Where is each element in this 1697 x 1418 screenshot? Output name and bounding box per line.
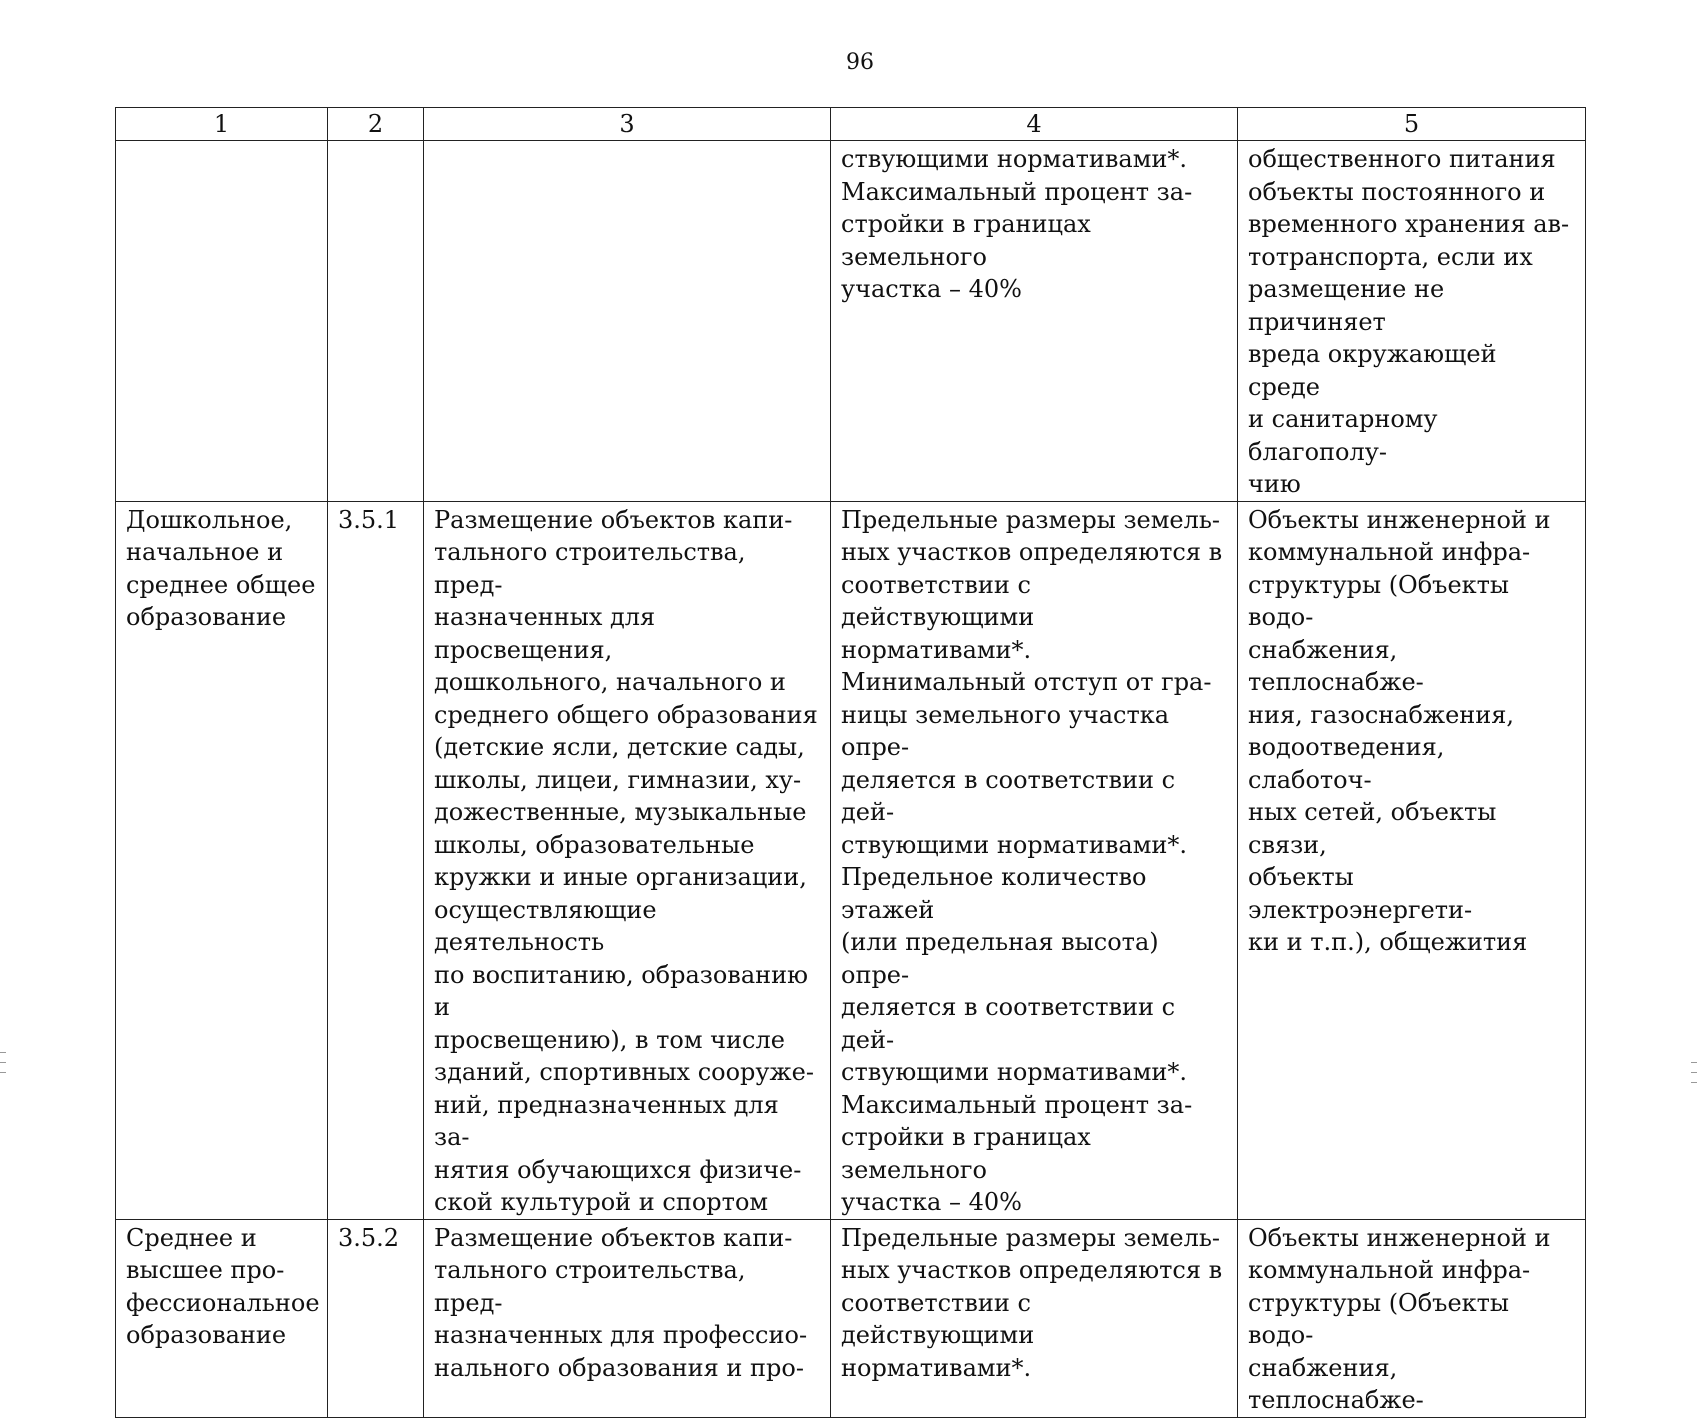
column-header-3: 3: [424, 108, 831, 141]
use-name-text: Среднее и высшее про- фессиональное образование: [126, 1223, 320, 1349]
cell-use-code: [328, 1219, 424, 1417]
scan-edge-mark: [0, 1072, 6, 1073]
cell-use-name: [116, 1219, 328, 1417]
cell-auxiliary-uses: [1238, 501, 1586, 1219]
auxiliary-uses-text: Объекты инженерной и коммунальной инфра- структуры (Объекты водо- снабжения, теплоснабже-: [1248, 1223, 1551, 1414]
table-row: [116, 501, 1586, 1219]
column-header-1: 1: [116, 108, 328, 141]
cell-auxiliary-uses: [1238, 1219, 1586, 1417]
cell-parameters: [831, 141, 1238, 502]
table-row: [116, 1219, 1586, 1417]
scan-edge-mark: [1691, 1062, 1697, 1063]
cell-use-description: [424, 501, 831, 1219]
cell-use-description: [424, 141, 831, 502]
cell-parameters: [831, 1219, 1238, 1417]
table-row: [116, 141, 1586, 502]
use-code-text: 3.5.2: [338, 1223, 400, 1252]
parameters-text: Предельные размеры земель- ных участков определяются в соответствии с действующими нормативами*. Минимальный отступ от гра- ницы земельного участка опре- деляется в соответствии с дей- ствующими нормативами*. Предельное количество этажей (или предельная высота) опре- деляется в соответствии с дей- ствующими нормативами*. Максимальный процент за- стройки в границах земельного участка – 40%: [841, 505, 1223, 1216]
column-header-5: 5: [1238, 108, 1586, 141]
column-header-2: 2: [328, 108, 424, 141]
use-description-text: Размещение объектов капи- тального строительства, пред- назначенных для просвещения, дошкольного, начального и среднего общего образования (детские ясли, детские сады, школы, лицеи, гимназии, ху- дожественные, музыкальные школы, образовательные кружки и иные организации, осуществляющие деятельность по воспитанию, образованию и просвещению), в том числе зданий, спортивных сооруже- ний, предназначенных для за- нятия обучающихся физиче- ской культурой и спортом: [434, 505, 818, 1216]
cell-auxiliary-uses: [1238, 141, 1586, 502]
auxiliary-uses-text: Объекты инженерной и коммунальной инфра- структуры (Объекты водо- снабжения, теплоснабже- ния, газоснабжения, водоотведения, слаботоч- ных сетей, объекты связи, объекты электроэнергети- ки и т.п.), общежития: [1248, 505, 1551, 956]
cell-use-code: [328, 501, 424, 1219]
auxiliary-uses-text: общественного питания объекты постоянного и временного хранения ав- тотранспорта, если их размещение не причиняет вреда окружающей среде и санитарному благополу- чию: [1248, 145, 1570, 498]
scan-edge-mark: [0, 1062, 6, 1063]
parameters-text: ствующими нормативами*. Максимальный процент за- стройки в границах земельного участка – 40%: [841, 145, 1193, 303]
cell-parameters: [831, 501, 1238, 1219]
cell-use-description: [424, 1219, 831, 1417]
use-name-text: Дошкольное, начальное и среднее общее образование: [126, 505, 316, 631]
parameters-text: Предельные размеры земель- ных участков определяются в соответствии с действующими нормативами*.: [841, 1223, 1223, 1382]
cell-use-name: [116, 501, 328, 1219]
use-description-text: Размещение объектов капи- тального строительства, пред- назначенных для профессио- нального образования и про-: [434, 1223, 808, 1382]
use-code-text: 3.5.1: [338, 505, 400, 534]
scan-edge-mark: [1691, 1082, 1697, 1083]
cell-use-name: [116, 141, 328, 502]
header-row: [116, 108, 1586, 141]
cell-use-code: [328, 141, 424, 502]
land-use-table: [115, 107, 1586, 1418]
page-number: 96: [846, 50, 874, 75]
scan-edge-mark: [1691, 1072, 1697, 1073]
scan-edge-mark: [0, 1052, 6, 1053]
column-header-4: 4: [831, 108, 1238, 141]
